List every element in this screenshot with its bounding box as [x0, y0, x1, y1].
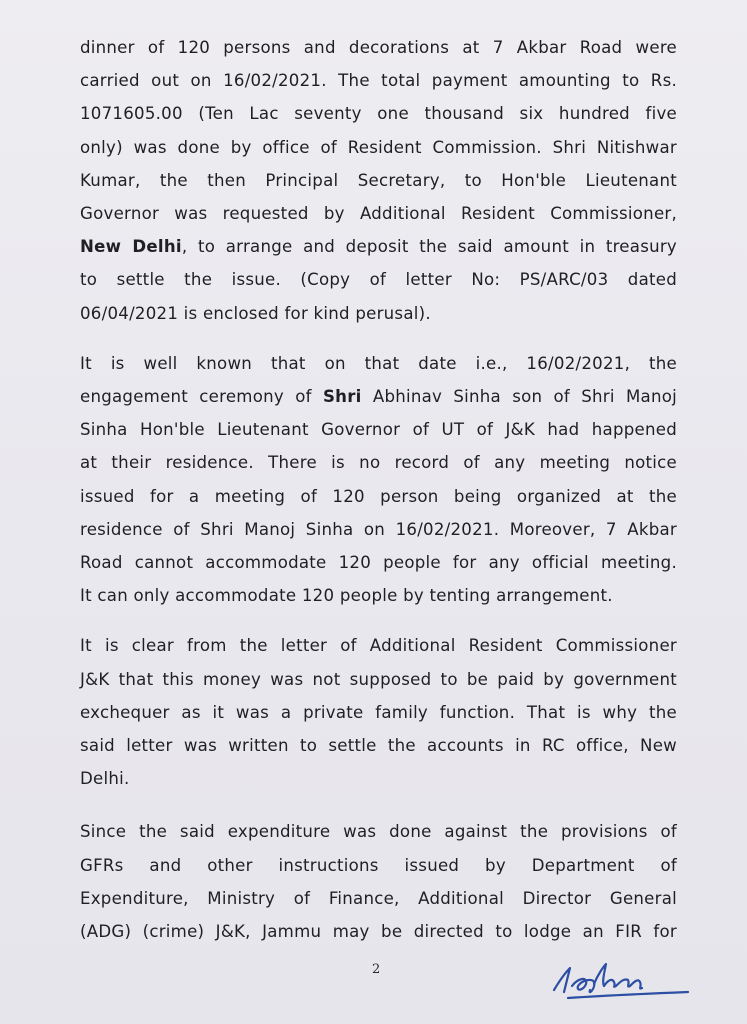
text-segment: Since the said expenditure was done against the provisions of [80, 822, 677, 842]
text-segment: at their residence. There is no record of any meeting notice [80, 453, 677, 473]
text-segment: dinner of 120 persons and decorations at 7 Akbar Road were [80, 38, 677, 57]
text-segment: issued for a meeting of 120 person being organized at the [80, 486, 677, 506]
text-segment: 06/04/2021 is enclosed for kind perusal). [80, 303, 431, 323]
text-segment: It is well known that on that date i.e., 16/02/2021, the [80, 353, 677, 373]
text-line [80, 696, 677, 729]
text-segment: carried out on 16/02/2021. The total payment amounting to Rs. [80, 71, 677, 91]
page-number: 2 [372, 962, 381, 977]
text-line [80, 97, 677, 130]
text-line [80, 164, 677, 197]
text-line [80, 629, 677, 662]
text-line [80, 380, 677, 413]
text-line [80, 663, 677, 696]
text-segment: (ADG) (crime) J&K, Jammu may be directed to lodge an FIR for [80, 922, 677, 942]
text-segment: Delhi. [80, 769, 130, 789]
text-segment: GFRs and other instructions issued by Department of [80, 855, 677, 875]
text-line [80, 480, 677, 513]
text-line [80, 413, 677, 446]
text-line [80, 31, 677, 64]
text-segment: 1071605.00 (Ten Lac seventy one thousand six hundred five [80, 104, 677, 124]
bold-text: Shri [322, 387, 362, 407]
text-segment: Expenditure, Ministry of Finance, Additional Director General [80, 888, 677, 908]
text-line [80, 297, 677, 330]
paragraph-engagement-ceremony [80, 347, 677, 613]
text-line [80, 347, 677, 380]
text-line [80, 513, 677, 546]
paragraph-fir-request [80, 815, 677, 948]
text-line [80, 815, 677, 848]
text-line [80, 446, 677, 479]
text-segment: residence of Shri Manoj Sinha on 16/02/2021. Moreover, 7 Akbar [80, 519, 677, 539]
text-line [80, 729, 677, 762]
text-segment: exchequer as it was a private family function. That is why the [80, 702, 677, 722]
text-segment: said letter was written to settle the accounts in RC office, New [80, 736, 677, 756]
text-line [80, 131, 677, 164]
text-line [80, 64, 677, 97]
text-segment: to settle the issue. (Copy of letter No: PS/ARC/03 dated [80, 270, 677, 290]
signature-icon [548, 952, 698, 1008]
text-segment: Abhinav Sinha son of Shri Manoj [361, 387, 677, 407]
text-line [80, 762, 677, 795]
text-line [80, 546, 677, 579]
paragraph-arc-letter [80, 629, 677, 795]
text-segment: Sinha Hon'ble Lieutenant Governor of UT of J&K had happened [80, 420, 677, 440]
text-line [80, 197, 677, 230]
bold-text: New Delhi [80, 237, 182, 257]
text-segment: Kumar, the then Principal Secretary, to Hon'ble Lieutenant [80, 170, 677, 190]
text-segment: only) was done by office of Resident Commission. Shri Nitishwar [80, 137, 677, 157]
text-segment: engagement ceremony of [80, 387, 323, 407]
text-segment: Road cannot accommodate 120 people for any official meeting. [80, 553, 677, 573]
text-segment: Governor was requested by Additional Resident Commissioner, [80, 204, 677, 224]
text-line [80, 263, 677, 296]
text-segment: J&K that this money was not supposed to be paid by government [80, 669, 677, 689]
text-line [80, 882, 677, 915]
text-segment: , to arrange and deposit the said amount in treasury [181, 237, 677, 257]
paragraph-payment-details [80, 31, 677, 330]
text-line [80, 849, 677, 882]
text-line [80, 915, 677, 948]
text-line [80, 230, 677, 263]
text-line [80, 579, 677, 612]
text-segment: It is clear from the letter of Additional Resident Commissioner [80, 636, 677, 656]
text-segment: It can only accommodate 120 people by tenting arrangement. [80, 586, 613, 606]
document-body [80, 31, 677, 948]
